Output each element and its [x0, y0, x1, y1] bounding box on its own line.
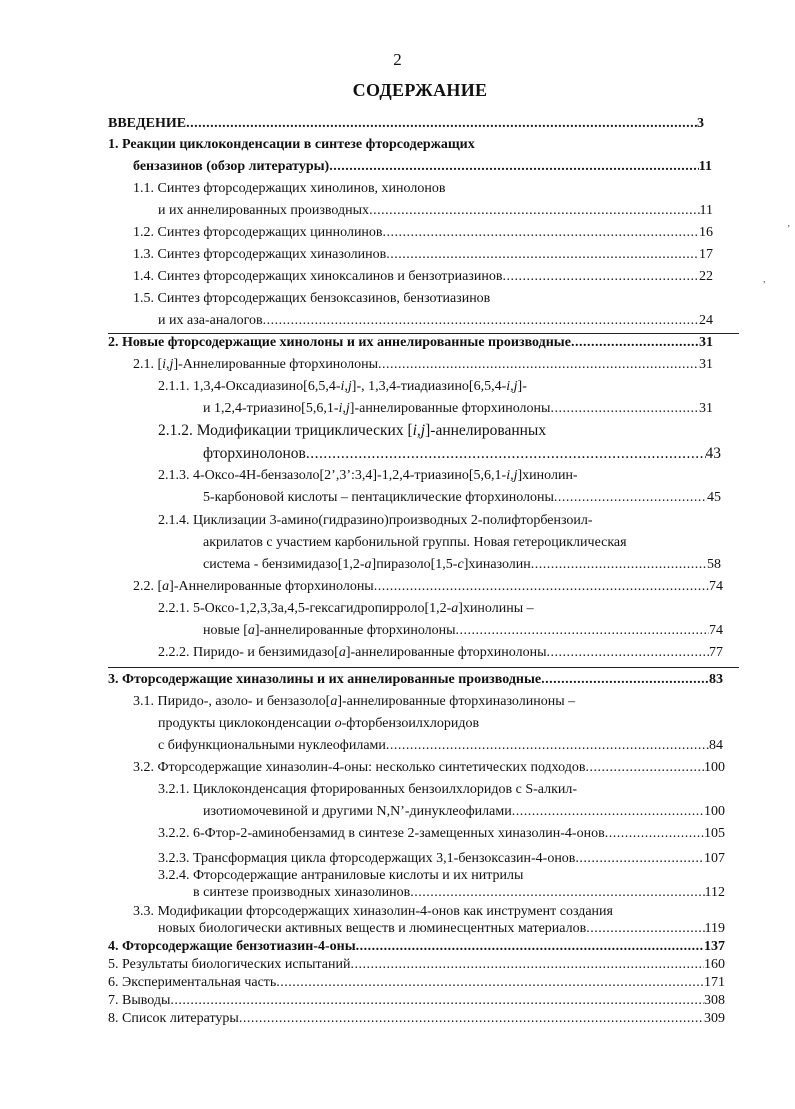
toc-page-number: 3 [697, 116, 704, 131]
toc-entry-1-5-line2[interactable] [158, 312, 713, 330]
toc-page-number: 45 [707, 490, 721, 505]
toc-page-number: 31 [699, 335, 713, 350]
toc-entry-text: 2.2. [a]-Аннелированные фторхинолоны [133, 579, 374, 594]
toc-page-number: 17 [699, 247, 713, 262]
toc-entry-text: продукты циклоконденсации o-фторбензоилхлоридов [158, 716, 480, 731]
toc-entry-ch4[interactable] [108, 938, 725, 956]
toc-page-number: 160 [704, 957, 725, 972]
dot-leader [374, 578, 709, 596]
toc-entry-text: 2.2.1. 5-Оксо-1,2,3,3а,4,5-гексагидропирроло[1,2-a]хинолины – [158, 601, 534, 616]
toc-page-number: 309 [704, 1011, 725, 1026]
dot-leader [383, 224, 699, 242]
dot-leader [502, 268, 699, 286]
toc-entry-3-1-line2[interactable] [158, 715, 479, 733]
toc-entry-ch7[interactable] [108, 992, 725, 1010]
dot-leader [585, 759, 704, 777]
page-title: СОДЕРЖАНИЕ [352, 80, 488, 100]
toc-page-number: 100 [704, 760, 725, 775]
toc-entry-2-1-2-line2[interactable] [203, 445, 721, 463]
toc-page-number: 31 [699, 357, 713, 372]
toc-entry-1-1-line1[interactable] [133, 180, 445, 198]
toc-page-number: 11 [699, 203, 713, 218]
toc-entry-text: 1.3. Синтез фторсодержащих хиназолинов [133, 247, 387, 262]
toc-entry-1-4[interactable] [133, 268, 713, 286]
toc-page-number: 119 [704, 921, 725, 936]
scan-speck: ’ [787, 224, 791, 235]
toc-entry-2-1[interactable] [133, 356, 713, 374]
toc-entry-2-2-1-line1[interactable] [158, 600, 534, 618]
toc-entry-3-2-2[interactable] [158, 825, 725, 843]
toc-entry-text: ВВЕДЕНИЕ [108, 116, 187, 131]
toc-entry-text: 3.3. Модификации фторсодержащих хиназолин-4-онов как инструмент создания [133, 904, 613, 919]
toc-entry-2-1-2-line1[interactable] [158, 422, 546, 440]
toc-page-number: 83 [709, 672, 723, 687]
toc-entry-1-5-line1[interactable] [133, 290, 490, 308]
toc-entry-1-2[interactable] [133, 224, 713, 242]
toc-page-number: 11 [698, 159, 712, 174]
toc-entry-text: акрилатов с участием карбонильной группы. Новая гетероциклическая [203, 535, 627, 550]
toc-entry-ch6[interactable] [108, 974, 725, 992]
toc-page-number: 58 [707, 557, 721, 572]
toc-entry-text: 2.1. [i,j]-Аннелированные фторхинолоны [133, 357, 378, 372]
toc-entry-ch3[interactable] [108, 671, 723, 689]
section-divider [108, 667, 739, 668]
dot-leader [378, 356, 699, 374]
toc-entry-text: 8. Список литературы [108, 1011, 239, 1026]
dot-leader [575, 850, 704, 868]
dot-leader [350, 956, 704, 974]
dot-leader [239, 1010, 704, 1028]
dot-leader [531, 556, 707, 574]
toc-page-number: 100 [704, 804, 725, 819]
toc-entry-text: 2.1.2. Модификации трициклических [i,j]-аннелированных [158, 422, 547, 439]
toc-entry-text: 3.2.4. Фторсодержащие антраниловые кислоты и их нитрилы [158, 868, 524, 883]
dot-leader [386, 737, 709, 755]
page-number: 2 [393, 50, 402, 69]
toc-entry-text: 1.4. Синтез фторсодержащих хиноксалинов и бензотриазинов [133, 269, 503, 284]
toc-entry-1-3[interactable] [133, 246, 713, 264]
toc-entry-2-1-4-line1[interactable] [158, 512, 593, 530]
toc-entry-text: 3.1. Пиридо-, азоло- и бензазоло[a]-аннелированные фторхиназолиноны – [133, 694, 576, 709]
toc-entry-text: 2.1.3. 4-Оксо-4Н-бензазоло[2’,3’:3,4]-1,2,4-триазино[5,6,1-i,j]хинолин- [158, 468, 578, 483]
toc-entry-ch1-line2[interactable] [133, 158, 712, 176]
scan-speck: , [763, 274, 766, 285]
dot-leader [386, 246, 699, 264]
dot-leader [329, 158, 699, 176]
toc-entry-intro[interactable] [108, 115, 704, 133]
toc-page-number: 137 [704, 939, 725, 954]
toc-page-number: 16 [699, 225, 713, 240]
toc-entry-3-2-4-line2[interactable] [193, 884, 725, 902]
dot-leader [605, 825, 704, 843]
dot-leader [512, 803, 704, 821]
toc-page-number: 22 [699, 269, 713, 284]
toc-page-number: 74 [709, 579, 723, 594]
toc-entry-text: фторхинолонов [203, 445, 306, 462]
toc-entry-text: 2.2.2. Пиридо- и бензимидазо[a]-аннелированные фторхинолоны [158, 645, 547, 660]
toc-entry-2-1-3-line2[interactable] [203, 489, 721, 507]
toc-page-number: 74 [709, 623, 723, 638]
toc-entry-2-1-1-line2[interactable] [203, 400, 713, 418]
toc-entry-text: бензазинов (обзор литературы) [133, 159, 330, 174]
toc-entry-text: изотиомочевиной и другими N,N’-динуклеофилами [203, 804, 512, 819]
toc-page-number: 308 [704, 993, 725, 1008]
toc-entry-text: 4. Фторсодержащие бензотиазин-4-оны [108, 939, 356, 954]
toc-entry-ch2[interactable] [108, 334, 713, 352]
toc-entry-text: 1.5. Синтез фторсодержащих бензоксазинов, бензотиазинов [133, 291, 491, 306]
toc-page-number: 105 [704, 826, 725, 841]
toc-entry-text: 1.2. Синтез фторсодержащих циннолинов [133, 225, 383, 240]
dot-leader [571, 334, 699, 352]
toc-entry-2-1-4-line3[interactable] [203, 556, 721, 574]
dot-leader [369, 202, 699, 220]
toc-entry-ch5[interactable] [108, 956, 725, 974]
toc-entry-2-1-1-line1[interactable] [158, 378, 527, 396]
toc-entry-2-2-1-line2[interactable] [203, 622, 723, 640]
toc-entry-text: 1. Реакции циклоконденсации в синтезе фторсодержащих [108, 137, 475, 152]
toc-entry-text: 6. Экспериментальная часть [108, 975, 277, 990]
toc-entry-text: и 1,2,4-триазино[5,6,1-i,j]-аннелированные фторхинолоны [203, 401, 551, 416]
toc-entry-text: 3. Фторсодержащие хиназолины и их аннелированные производные [108, 672, 542, 687]
dot-leader [456, 622, 709, 640]
toc-entry-2-2[interactable] [133, 578, 723, 596]
toc-entry-2-2-2[interactable] [158, 644, 723, 662]
dot-leader [541, 671, 709, 689]
toc-page-number: 43 [705, 445, 721, 462]
toc-entry-3-1-line1[interactable] [133, 693, 575, 711]
toc-entry-text: с бифункциональными нуклеофилами [158, 738, 386, 753]
toc-entry-text: 3.2.1. Циклоконденсация фторированных бензоилхлоридов с S-алкил- [158, 782, 578, 797]
toc-page-number: 112 [704, 885, 725, 900]
toc-entry-text: 3.2.3. Трансформация цикла фторсодержащих 3,1-бензоксазин-4-онов [158, 851, 576, 866]
toc-entry-text: в синтезе производных хиназолинов [193, 885, 411, 900]
toc-entry-3-2[interactable] [133, 759, 725, 777]
toc-entry-text: и их аннелированных производных [158, 203, 370, 218]
dot-leader [410, 884, 704, 902]
dot-leader [554, 489, 707, 507]
toc-entry-text: 7. Выводы [108, 993, 171, 1008]
toc-entry-3-2-3[interactable] [158, 850, 725, 868]
toc-entry-3-3-line2[interactable] [158, 920, 725, 938]
toc-entry-3-2-4-line1[interactable] [158, 867, 523, 885]
dot-leader [186, 115, 697, 133]
dot-leader [306, 445, 706, 463]
toc-entry-text: новые [a]-аннелированные фторхинолоны [203, 623, 456, 638]
toc-entry-3-1-line3[interactable] [158, 737, 723, 755]
toc-page-number: 31 [699, 401, 713, 416]
toc-entry-1-1-line2[interactable] [158, 202, 713, 220]
dot-leader [276, 974, 704, 992]
toc-entry-text: система - бензимидазо[1,2-a]пиразоло[1,5-c]хиназолин [203, 557, 531, 572]
toc-entry-2-1-3-line1[interactable] [158, 467, 578, 485]
toc-entry-text: 5. Результаты биологических испытаний [108, 957, 351, 972]
toc-entry-ch8[interactable] [108, 1010, 725, 1028]
dot-leader [356, 938, 704, 956]
dot-leader [586, 920, 704, 938]
toc-page-number: 107 [704, 851, 725, 866]
toc-entry-text: 1.1. Синтез фторсодержащих хинолинов, хинолонов [133, 181, 446, 196]
toc-entry-text: 5-карбоновой кислоты – пентациклические фторхинолоны [203, 490, 554, 505]
dot-leader [547, 644, 710, 662]
toc-entry-3-3-line1[interactable] [133, 903, 613, 921]
toc-entry-text: 3.2. Фторсодержащие хиназолин-4-оны: несколько синтетических подходов [133, 760, 586, 775]
toc-page-number: 84 [709, 738, 723, 753]
toc-page-number: 77 [709, 645, 723, 660]
dot-leader [550, 400, 699, 418]
toc-entry-text: 3.2.2. 6-Фтор-2-аминобензамид в синтезе 2-замещенных хиназолин-4-онов [158, 826, 605, 841]
toc-entry-3-2-1-line1[interactable] [158, 781, 577, 799]
toc-entry-text: и их аза-аналогов [158, 313, 263, 328]
toc-entry-text: 2. Новые фторсодержащие хинолоны и их аннелированные производные [108, 335, 571, 350]
dot-leader [170, 992, 704, 1010]
toc-entry-3-2-1-line2[interactable] [203, 803, 725, 821]
toc-entry-text: 2.1.4. Циклизации 3-амино(гидразино)производных 2-полифторбензоил- [158, 513, 593, 528]
toc-page-number: 171 [704, 975, 725, 990]
toc-entry-2-1-4-line2[interactable] [203, 534, 627, 552]
toc-entry-text: 2.1.1. 1,3,4-Оксадиазино[6,5,4-i,j]-, 1,3,4-тиадиазино[6,5,4-i,j]- [158, 379, 527, 394]
toc-entry-text: новых биологически активных веществ и люминесцентных материалов [158, 921, 587, 936]
dot-leader [263, 312, 699, 330]
toc-entry-ch1-line1[interactable] [108, 136, 475, 154]
toc-page-number: 24 [699, 313, 713, 328]
